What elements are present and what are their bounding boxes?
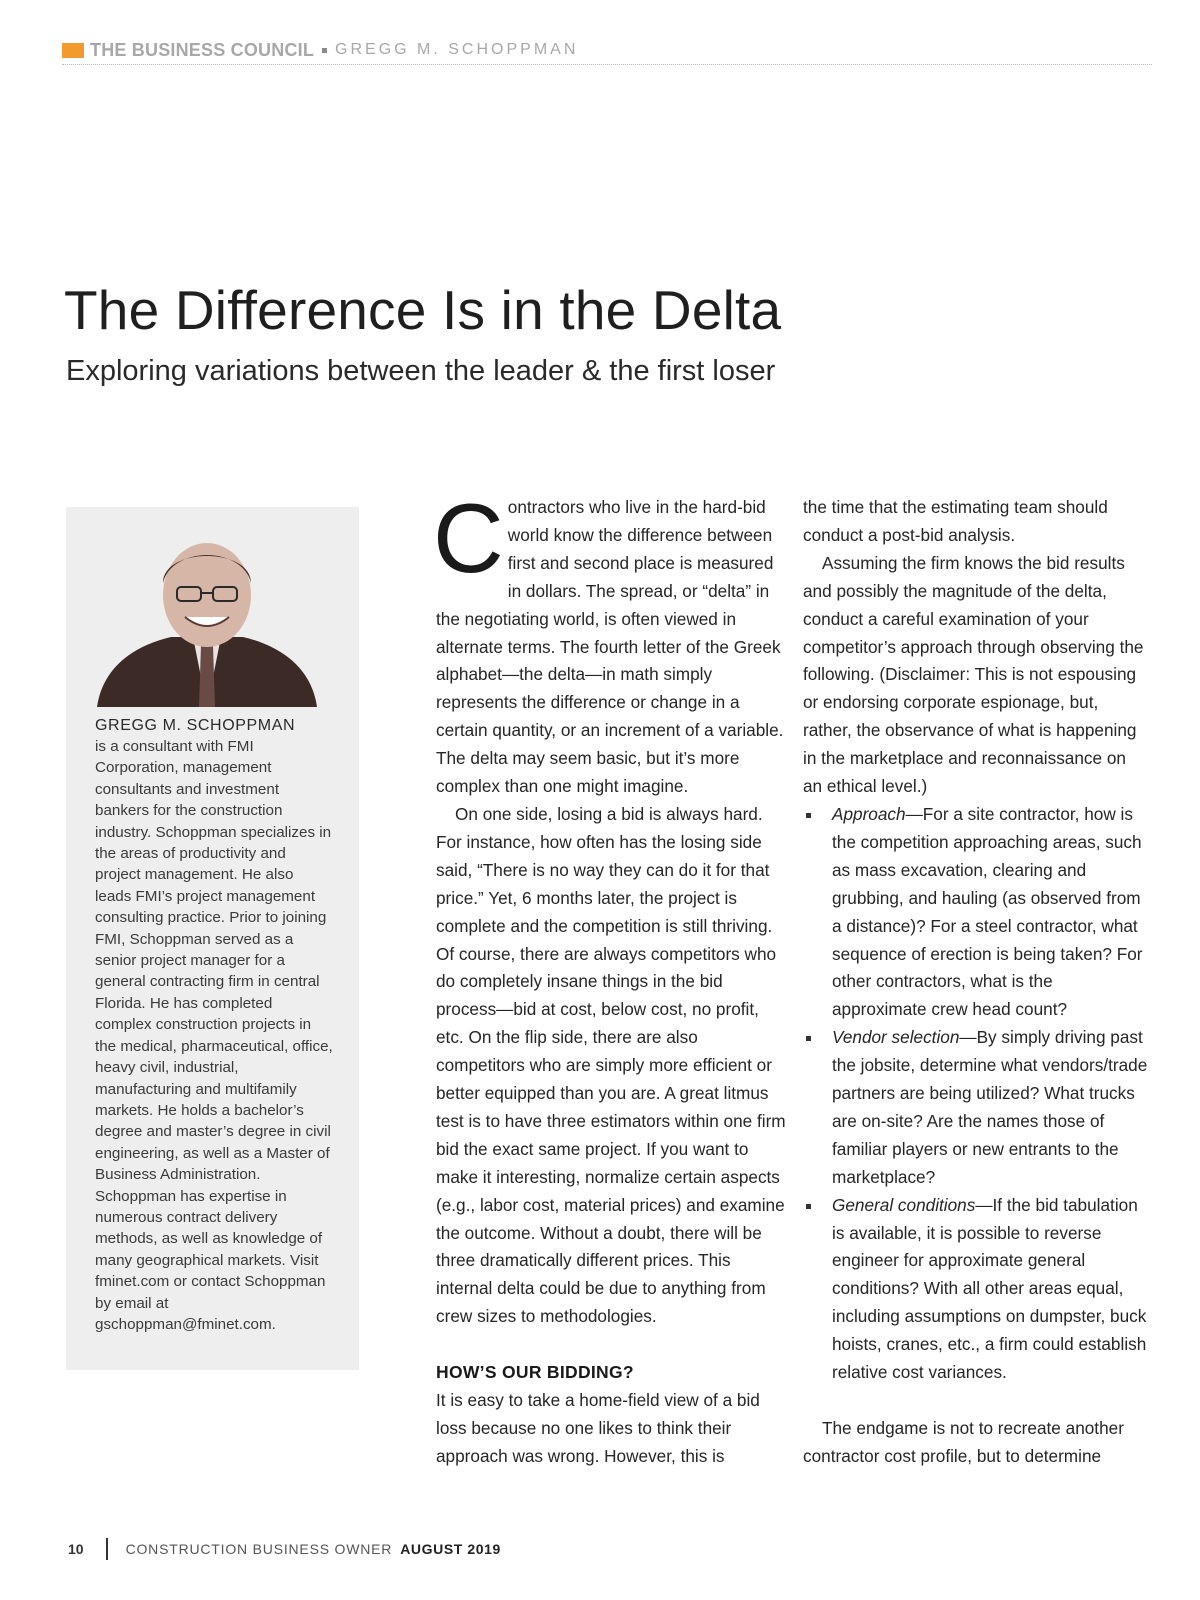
observation-list bbox=[803, 801, 1149, 1387]
body-paragraph: The endgame is not to recreate another contractor cost profile, but to determine bbox=[803, 1417, 1124, 1466]
section-name: THE BUSINESS COUNCIL bbox=[90, 39, 315, 60]
issue-date: AUGUST 2019 bbox=[400, 1541, 501, 1557]
list-item bbox=[803, 1192, 1149, 1387]
list-item-text: —For a site contractor, how is the competition approaching areas, such as mass excavation, clearing and grubbing, and hauling (as observed from a distance)? For a steel contractor, what sequence of erection is being taken? For other contractors, what is the approximate crew head count? bbox=[832, 803, 1143, 1020]
body-column-2 bbox=[803, 494, 1149, 1471]
author-portrait-image bbox=[97, 537, 317, 707]
footer-divider bbox=[106, 1538, 108, 1560]
body-paragraph: It is easy to take a home-field view of a bid loss because no one likes to think their approach was wrong. However, this is bbox=[436, 1390, 760, 1466]
list-item-text: —If the bid tabulation is available, it is possible to reverse engineer for approximate general conditions? With all other areas equal, including assumptions on dumpster, buck hoists, cranes, etc., a firm could establish relative cost variances. bbox=[832, 1194, 1147, 1383]
running-header bbox=[62, 36, 1152, 65]
article-title: The Difference Is in the Delta bbox=[64, 279, 782, 341]
bio-text: is a consultant with FMI Corporation, management consultants and investment bankers for the construction industry. Schoppman specializes in the areas of productivity and project management. He also leads FMI’s project management consulting practice. Prior to joining FMI, Schoppman served as a senior project manager for a general contracting firm in central Florida. He has completed complex construction projects in the medical, pharmaceutical, office, heavy civil, industrial, manufacturing and multifamily markets. He holds a bachelor’s degree and master’s degree in civil engineering, as well as a Master of Business Administration. Schoppman has expertise in numerous contract delivery methods, as well as knowledge of many geographical markets. Visit fminet.com or contact Schoppman by email at gschoppman@fminet.com. bbox=[95, 738, 333, 1333]
body-column-1 bbox=[433, 483, 786, 1471]
author-bio-box bbox=[66, 507, 359, 1370]
drop-cap: C bbox=[433, 483, 504, 593]
list-item-term: Vendor selection bbox=[832, 1027, 960, 1048]
header-author: GREGG M. SCHOPPMAN bbox=[335, 41, 579, 58]
page-number: 10 bbox=[68, 1541, 84, 1557]
body-paragraph: the time that the estimating team should conduct a post-bid analysis. bbox=[803, 497, 1108, 545]
intro-text: ontractors who live in the hard-bid world know the difference between first and second place is measured in dollars. The spread, or “delta” in the negotiating world, is often viewed in alternate terms. The fourth letter of the Greek alphabet—the delta—in math simply represents the difference or change in a certain quantity, or an increment of a variable. The delta may seem basic, but it’s more complex than one might imagine. bbox=[436, 497, 784, 797]
section-subhead: HOW’S OUR BIDDING? bbox=[436, 1362, 634, 1383]
bio-author-name: GREGG M. SCHOPPMAN bbox=[95, 717, 296, 734]
magazine-name: CONSTRUCTION BUSINESS OWNER bbox=[125, 1541, 393, 1557]
separator-dot bbox=[322, 48, 327, 53]
body-paragraph: On one side, losing a bid is always hard. For instance, how often has the losing side said, “There is no way they can do it for that price.” Yet, 6 months later, the project is complete and the competition is still thriving. Of course, there are always competitors who do completely insane things in the bid process—bid at cost, below cost, no profit, etc. On the flip side, there are also competitors who are simply more efficient or better equipped than you are. A great litmus test is to have three estimators within one firm bid the exact same project. If you want to make it interesting, normalize certain aspects (e.g., labor cost, material prices) and examine the outcome. Without a doubt, there will be three dramatically different prices. This internal delta could be due to anything from crew sizes to methodologies. bbox=[436, 803, 786, 1327]
list-item bbox=[803, 801, 1149, 1024]
section-color-swatch bbox=[62, 43, 84, 58]
intro-paragraph bbox=[433, 483, 786, 801]
list-item-term: Approach bbox=[832, 803, 906, 824]
list-item bbox=[803, 1024, 1149, 1191]
list-item-text: —By simply driving past the jobsite, determine what vendors/trade partners are being utilized? What trucks are on-site? Are the names those of familiar players or new entrants to the marketplace? bbox=[832, 1027, 1148, 1187]
page-footer bbox=[68, 1537, 501, 1561]
list-item-term: General conditions bbox=[832, 1194, 976, 1215]
article-subtitle: Exploring variations between the leader & the first loser bbox=[66, 355, 776, 387]
body-paragraph: Assuming the firm knows the bid results and possibly the magnitude of the delta, conduct a careful examination of your competitor’s approach through observing the following. (Disclaimer: This is not espousing or endorsing corporate espionage, but, rather, the observance of what is happening in the marketplace and reconnaissance on an ethical level.) bbox=[803, 552, 1144, 797]
